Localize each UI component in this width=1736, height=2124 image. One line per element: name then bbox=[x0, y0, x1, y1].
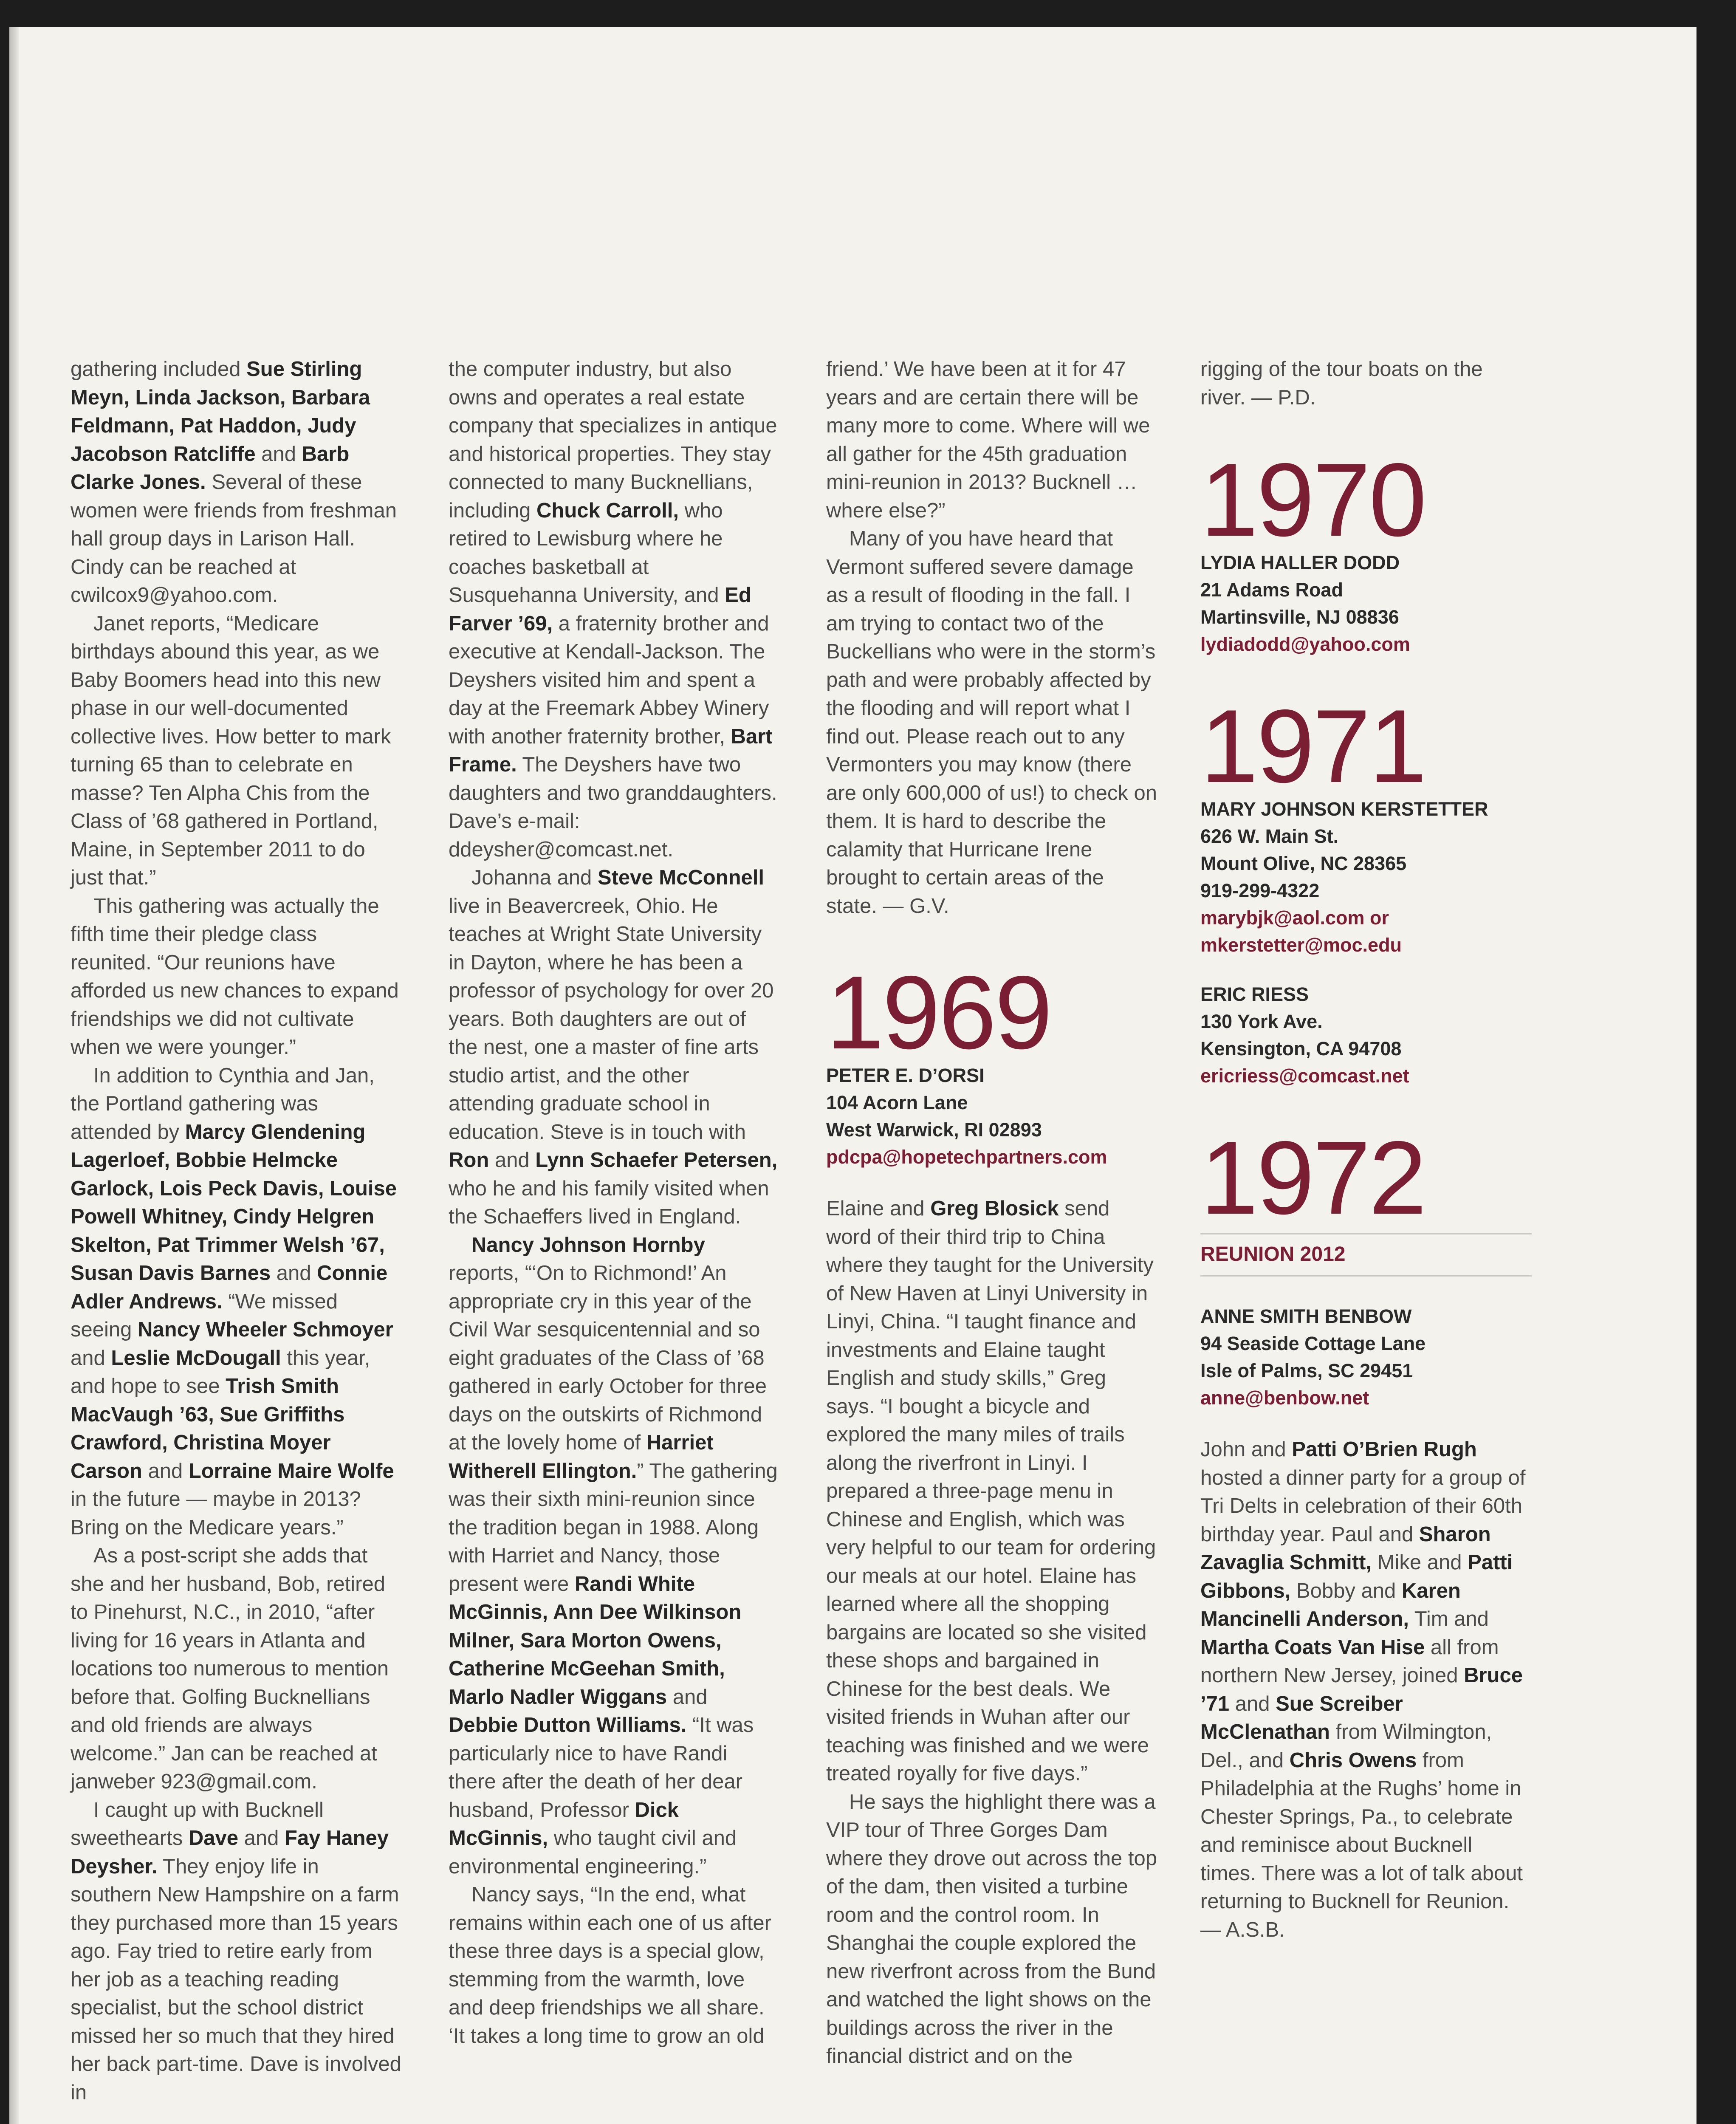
column-2 bbox=[449, 355, 780, 2050]
text: “We missed seeing bbox=[71, 1290, 338, 1341]
names: Trish Smith MacVaugh ’63, Sue Griffiths Crawford, Christina Moyer Carson bbox=[71, 1375, 345, 1483]
text: ” The gathering was their sixth mini-reunion since the tradition began in 1988. Along with Harriet and Nancy, those present were bbox=[449, 1459, 778, 1596]
correspondent-email-link[interactable]: mkerstetter@moc.edu bbox=[1200, 934, 1402, 956]
names: Connie Adler Andrews. bbox=[71, 1262, 388, 1313]
text: and bbox=[71, 1346, 111, 1370]
text: and bbox=[667, 1685, 708, 1709]
text: Mike and bbox=[1372, 1551, 1468, 1574]
names: Randi White McGinnis, Ann Dee Wilkinson Milner, Sara Morton Owens, Catherine McGeehan Smith, Marlo Nadler Wiggans bbox=[449, 1572, 742, 1709]
correspondent-name: ERIC RIESS bbox=[1200, 983, 1309, 1005]
paragraph: He says the highlight there was a VIP tour of Three Gorges Dam where they drove out across the top of the dam, then visited a turbine room and the control room. In Shanghai the couple explored the new riverfront across from the Bund and watched the light shows on the buildings across the river in the financial district and on the bbox=[826, 1790, 1157, 2068]
class-correspondent-1972 bbox=[1200, 1303, 1532, 1412]
text: the computer industry, but also owns and operates a real estate company that specializes in antique and historical properties. They stay connected to many Bucknellians, including bbox=[449, 358, 777, 522]
text: Johanna and bbox=[471, 866, 598, 889]
column-4 bbox=[1200, 355, 1532, 1944]
text: who retired to Lewisburg where he coaches basketball at Susquehanna University, and bbox=[449, 499, 725, 607]
correspondent-city: Martinsville, NJ 08836 bbox=[1200, 606, 1399, 628]
page-edge bbox=[9, 27, 19, 2124]
names: Chuck Carroll, bbox=[536, 499, 679, 522]
correspondent-name: LYDIA HALLER DODD bbox=[1200, 552, 1400, 573]
class-year-heading-1971: 1971 bbox=[1200, 688, 1425, 804]
names: Karen Mancinelli Anderson, bbox=[1200, 1579, 1461, 1630]
class-year-heading-1970: 1970 bbox=[1200, 441, 1425, 558]
paragraph bbox=[71, 1796, 402, 2107]
text: The Deyshers have two daughters and two granddaughters. Dave’s e-mail: ddeysher@comcast.net. bbox=[449, 753, 777, 861]
class-correspondent-1971-kerstetter bbox=[1200, 796, 1532, 959]
names: Nancy Wheeler Schmoyer bbox=[138, 1318, 393, 1341]
text: and bbox=[1229, 1692, 1276, 1715]
class-correspondent-1971-riess bbox=[1200, 981, 1532, 1090]
text: I caught up with Bucknell sweethearts bbox=[71, 1798, 324, 1850]
names: Barb Clarke Jones. bbox=[71, 442, 350, 494]
correspondent-email-link[interactable]: marybjk@aol.com or bbox=[1200, 907, 1389, 929]
paragraph: friend.’ We have been at it for 47 years and are certain there will be many more to come. Where will we all gather for the 45th graduation mini-reunion in 2013? Bucknell … where else?” bbox=[826, 358, 1150, 522]
paragraph bbox=[826, 1195, 1157, 1788]
correspondent-street: 21 Adams Road bbox=[1200, 579, 1343, 601]
correspondent-phone: 919-299-4322 bbox=[1200, 880, 1320, 901]
names: Chris Owens bbox=[1289, 1748, 1417, 1772]
paragraph: As a post-script she adds that she and her husband, Bob, retired to Pinehurst, N.C., in 2010, “after living for 16 years in Atlanta and locations too numerous to mention before that. Golfing Bucknellians and old friends are always welcome.” Jan can be reached at janweber 923@gmail.com. bbox=[71, 1544, 389, 1793]
names: Nancy Johnson Hornby bbox=[471, 1233, 705, 1257]
paragraph bbox=[449, 1231, 780, 1881]
names: Debbie Dutton Williams. bbox=[449, 1714, 687, 1737]
names: Fay Haney Deysher. bbox=[71, 1827, 389, 1878]
text: a fraternity brother and executive at Kendall-Jackson. The Deyshers visited him and spent a day at the Freemark Abbey Winery with another fraternity brother, bbox=[449, 612, 769, 748]
paragraph bbox=[1200, 1435, 1532, 1944]
correspondent-name: PETER E. D’ORSI bbox=[826, 1065, 985, 1086]
paragraph bbox=[71, 355, 402, 610]
correspondent-email-link[interactable]: pdcpa@hopetechpartners.com bbox=[826, 1146, 1107, 1168]
correspondent-city: Isle of Palms, SC 29451 bbox=[1200, 1360, 1413, 1381]
text: hosted a dinner party for a group of Tri Delts in celebration of their 60th birthday year. Paul and bbox=[1200, 1466, 1526, 1546]
text: who he and his family visited when the Schaeffers lived in England. bbox=[449, 1177, 769, 1228]
names: Ed Farver ’69, bbox=[449, 584, 751, 635]
names: Ron bbox=[449, 1149, 489, 1172]
names: Bart Frame. bbox=[449, 725, 773, 776]
column-1 bbox=[71, 355, 402, 2107]
text: “It was particularly nice to have Randi there after the death of her dear husband, Professor bbox=[449, 1714, 754, 1822]
names: Steve McConnell bbox=[597, 866, 764, 889]
correspondent-name: ANNE SMITH BENBOW bbox=[1200, 1305, 1412, 1327]
correspondent-street: 130 York Ave. bbox=[1200, 1011, 1323, 1032]
names: Leslie McDougall bbox=[111, 1346, 281, 1370]
text: and bbox=[255, 442, 302, 466]
names: Martha Coats Van Hise bbox=[1200, 1635, 1425, 1659]
correspondent-street: 104 Acorn Lane bbox=[826, 1092, 968, 1113]
paragraph bbox=[71, 1062, 402, 1542]
text: from Wilmington, Del., and bbox=[1200, 1720, 1492, 1772]
names: Sue Screiber McClenathan bbox=[1200, 1692, 1403, 1743]
paragraph: Janet reports, “Medicare birthdays abound this year, as we Baby Boomers head into this new phase in our well-documented collective lives. How better to mark turning 65 than to celebrate en masse? Ten Alpha Chis from the Class of ’68 gathered in Portland, Maine, in September 2011 to do just that.” bbox=[71, 612, 391, 889]
text: from Philadelphia at the Rughs’ home in Chester Springs, Pa., to celebrate and reminisce about Bucknell times. There was a lot of talk about returning to Bucknell for Reunion. — A.S.B. bbox=[1200, 1748, 1523, 1941]
correspondent-city: Kensington, CA 94708 bbox=[1200, 1038, 1402, 1059]
paragraph: Many of you have heard that Vermont suffered severe damage as a result of flooding in the fall. I am trying to contact two of the Buckellians who were in the storm’s path and were probably affected by the flooding and will report what I find out. Please reach out to any Vermonters you may know (there are only 600,000 of us!) to check on them. It is hard to describe the calamity that Hurricane Irene brought to certain areas of the state. — G.V. bbox=[826, 527, 1157, 918]
correspondent-city: Mount Olive, NC 28365 bbox=[1200, 853, 1407, 874]
names: Greg Blosick bbox=[930, 1197, 1059, 1220]
text: Bobby and bbox=[1290, 1579, 1402, 1602]
text: and bbox=[238, 1827, 285, 1850]
names: Dave bbox=[188, 1827, 238, 1850]
paragraph bbox=[449, 355, 780, 864]
names: Lynn Schaefer Petersen, bbox=[535, 1149, 778, 1172]
text: In addition to Cynthia and Jan, the Portland gathering was attended by bbox=[71, 1064, 375, 1144]
class-year-heading-1972: 1972 bbox=[1200, 1119, 1425, 1236]
names: Bruce ’71 bbox=[1200, 1664, 1523, 1715]
paragraph: rigging of the tour boats on the river. — P.D. bbox=[1200, 358, 1483, 409]
names: Lorraine Maire Wolfe bbox=[188, 1459, 394, 1483]
names: Patti Gibbons, bbox=[1200, 1551, 1513, 1602]
text: gathering included bbox=[71, 358, 247, 381]
text: John and bbox=[1200, 1438, 1292, 1461]
correspondent-city: West Warwick, RI 02893 bbox=[826, 1119, 1042, 1141]
correspondent-name: MARY JOHNSON KERSTETTER bbox=[1200, 798, 1488, 820]
text: reports, “‘On to Richmond!’ An appropriate cry in this year of the Civil War sesquicentennial and so eight graduates of the Class of ’68 gathered in early October for three days on the outskirts of Richmond at the lovely home of bbox=[449, 1262, 767, 1454]
text: send word of their third trip to China where they taught for the University of New Haven at Linyi University in Linyi, China. “I taught finance and investments and Elaine taught English and study skills,” Greg says. “I bought a bicycle and explored the many miles of trails along the riverfront in Linyi. I prepared a three-page menu in Chinese and English, which was very helpful to our team for ordering our meals at our hotel. Elaine has learned where all the shopping bargains are located so she visited these shops and bargained in Chinese for the best deals. We visited friends in Wuhan after our teaching was finished and we were treated royally for five days.” bbox=[826, 1197, 1156, 1785]
correspondent-street: 626 W. Main St. bbox=[1200, 825, 1339, 847]
text: and bbox=[489, 1149, 536, 1172]
names: Sue Stirling Meyn, Linda Jackson, Barbara Feldmann, Pat Haddon, Judy Jacobson Ratcliffe bbox=[71, 358, 370, 466]
paragraph: This gathering was actually the fifth time their pledge class reunited. “Our reunions have afforded us new chances to expand friendships we did not cultivate when we were younger.” bbox=[71, 894, 399, 1059]
text: Several of these women were friends from freshman hall group days in Larison Hall. Cindy can be reached at cwilcox9@yahoo.com. bbox=[71, 471, 397, 607]
names: Harriet Witherell Ellington. bbox=[449, 1431, 714, 1483]
correspondent-email-link[interactable]: lydiadodd@yahoo.com bbox=[1200, 633, 1410, 655]
correspondent-email-link[interactable]: ericriess@comcast.net bbox=[1200, 1065, 1409, 1087]
column-3 bbox=[826, 355, 1157, 2070]
class-correspondent-1970 bbox=[1200, 549, 1532, 658]
correspondent-email-link[interactable]: anne@benbow.net bbox=[1200, 1387, 1369, 1409]
text: and bbox=[142, 1459, 189, 1483]
class-year-heading-1969: 1969 bbox=[826, 954, 1051, 1070]
names: Dick McGinnis, bbox=[449, 1798, 679, 1850]
correspondent-street: 94 Seaside Cottage Lane bbox=[1200, 1333, 1426, 1354]
text: and bbox=[271, 1262, 317, 1285]
names: Marcy Glendening Lagerloef, Bobbie Helmcke Garlock, Lois Peck Davis, Louise Powell Whitney, Cindy Helgren Skelton, Pat Trimmer Welsh ’67, Susan Davis Barnes bbox=[71, 1120, 397, 1285]
text: Elaine and bbox=[826, 1197, 931, 1220]
class-correspondent-1969 bbox=[826, 1062, 1157, 1171]
reunion-label: REUNION 2012 bbox=[1200, 1243, 1346, 1265]
text: who taught civil and environmental engineering.” bbox=[449, 1827, 737, 1878]
paragraph bbox=[449, 864, 780, 1231]
names: Patti O’Brien Rugh bbox=[1292, 1438, 1477, 1461]
text: this year, and hope to see bbox=[71, 1346, 370, 1398]
text: in the future — maybe in 2013? Bring on the Medicare years.” bbox=[71, 1488, 361, 1539]
paragraph: Nancy says, “In the end, what remains within each one of us after these three days is a special glow, stemming from the warmth, love and deep friendships we all share. ‘It takes a long time to grow an old bbox=[449, 1883, 771, 2048]
text: Tim and bbox=[1409, 1607, 1489, 1630]
text: live in Beavercreek, Ohio. He teaches at Wright State University in Dayton, where he has been a professor of psychology for over 20 years. Both daughters are out of the nest, one a master of fine arts studio artist, and the other attending graduate school in education. Steve is in touch with bbox=[449, 894, 774, 1144]
text: all from northern New Jersey, joined bbox=[1200, 1635, 1499, 1687]
names: Sharon Zavaglia Schmitt, bbox=[1200, 1522, 1491, 1574]
text: They enjoy life in southern New Hampshire on a farm they purchased more than 15 years ago. Fay tried to retire early from her job as a teaching reading specialist, but the school district missed her so much that they hired her back part-time. Dave is involved in bbox=[71, 1855, 401, 2104]
